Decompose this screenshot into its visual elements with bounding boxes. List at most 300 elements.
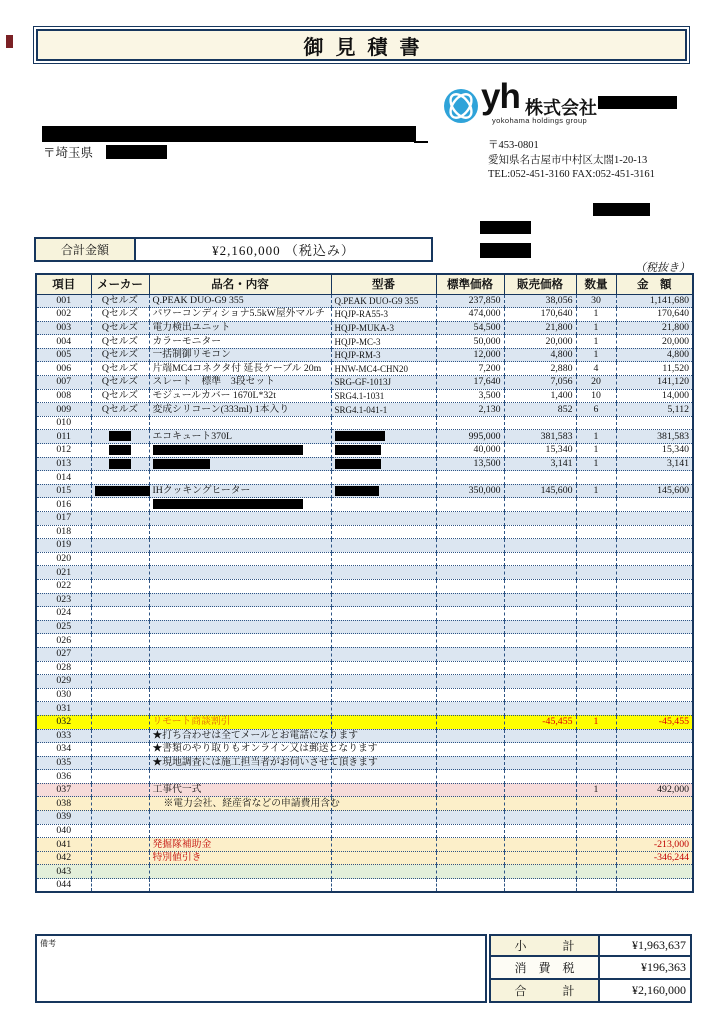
table-row-008: [36, 389, 693, 403]
cell-sale_price: [504, 783, 576, 797]
cell-name: IHクッキングヒーター: [149, 484, 331, 498]
table-row-033: [36, 729, 693, 743]
cell-std_price: 474,000: [436, 308, 504, 322]
cell-maker: [91, 879, 149, 893]
cell-model: SRG4.1-041-1: [331, 403, 436, 417]
cell-amount: [616, 552, 693, 566]
cell-std_price: [436, 512, 504, 526]
cell-std_price: [436, 811, 504, 825]
table-row-023: [36, 593, 693, 607]
table-row-039: [36, 811, 693, 825]
cell-model: SRG-GF-1013J: [331, 376, 436, 390]
cell-no: 011: [36, 430, 91, 444]
cell-amount: [616, 566, 693, 580]
cell-model: [331, 851, 436, 865]
table-row-025: [36, 620, 693, 634]
table-row-038: [36, 797, 693, 811]
cell-std_price: [436, 552, 504, 566]
customer-address-redaction: [106, 145, 167, 159]
cell-maker: [91, 512, 149, 526]
cell-maker: [91, 539, 149, 553]
cell-qty: [576, 756, 616, 770]
cell-model: [331, 783, 436, 797]
cell-std_price: [436, 607, 504, 621]
cell-no: 002: [36, 308, 91, 322]
cell-name: 工事代一式: [149, 783, 331, 797]
cell-sale_price: [504, 824, 576, 838]
cell-amount: 4,800: [616, 348, 693, 362]
cell-qty: [576, 416, 616, 430]
redaction-block-1: [593, 203, 650, 216]
cell-std_price: [436, 783, 504, 797]
cell-no: 018: [36, 525, 91, 539]
cell-std_price: [436, 675, 504, 689]
cell-maker: [91, 593, 149, 607]
cell-amount: 21,800: [616, 321, 693, 335]
cell-maker: [91, 797, 149, 811]
cell-model: [331, 879, 436, 893]
cell-model: HNW-MC4-CHN20: [331, 362, 436, 376]
table-row-017: [36, 512, 693, 526]
cell-sale_price: [504, 661, 576, 675]
table-row-043: [36, 865, 693, 879]
cell-model: HQJP-MC-3: [331, 335, 436, 349]
cell-no: 010: [36, 416, 91, 430]
cell-sale_price: [504, 634, 576, 648]
redaction-block-3: [480, 243, 531, 258]
table-row-020: [36, 552, 693, 566]
tax-exclusive-note: （税抜き）: [635, 262, 690, 274]
cell-amount: 11,520: [616, 362, 693, 376]
cell-std_price: [436, 824, 504, 838]
cell-std_price: [436, 471, 504, 485]
table-row-026: [36, 634, 693, 648]
grandtotal-label: 合 計: [491, 980, 600, 1001]
cell-maker: Qセルズ: [91, 403, 149, 417]
cell-name: [149, 579, 331, 593]
cell-std_price: [436, 743, 504, 757]
cell-name: [149, 620, 331, 634]
cell-qty: [576, 811, 616, 825]
page-title: 御見積書: [36, 29, 687, 61]
cell-maker: [91, 783, 149, 797]
cell-no: 006: [36, 362, 91, 376]
cell-sale_price: [504, 539, 576, 553]
cell-qty: 1: [576, 335, 616, 349]
cell-sale_price: [504, 702, 576, 716]
cell-maker: [91, 471, 149, 485]
cell-qty: [576, 851, 616, 865]
cell-model: [331, 512, 436, 526]
cell-std_price: 40,000: [436, 444, 504, 458]
cell-model: Q.PEAK DUO-G9 355: [331, 294, 436, 308]
cell-sale_price: 7,056: [504, 376, 576, 390]
cell-model: [331, 444, 436, 458]
cell-qty: [576, 865, 616, 879]
cell-no: 034: [36, 743, 91, 757]
cell-maker: [91, 607, 149, 621]
cell-sale_price: -45,455: [504, 715, 576, 729]
cell-redaction: [109, 431, 131, 441]
cell-amount: [616, 498, 693, 512]
customer-prefecture: 〒埼玉県: [43, 146, 94, 160]
cell-no: 027: [36, 647, 91, 661]
cell-name: ★書類のやり取りもオンライン又は郵送となります: [149, 743, 331, 757]
cell-maker: [91, 444, 149, 458]
cell-amount: [616, 688, 693, 702]
cell-qty: [576, 824, 616, 838]
cell-maker: [91, 838, 149, 852]
cell-sale_price: 170,640: [504, 308, 576, 322]
cell-model: HQJP-RM-3: [331, 348, 436, 362]
cell-amount: [616, 471, 693, 485]
cell-amount: [616, 879, 693, 893]
cell-qty: [576, 579, 616, 593]
cell-maker: [91, 865, 149, 879]
grandtotal-row: [489, 978, 692, 1003]
cell-no: 022: [36, 579, 91, 593]
table-row-034: [36, 743, 693, 757]
cell-qty: [576, 566, 616, 580]
cell-sale_price: 15,340: [504, 444, 576, 458]
cell-sale_price: [504, 552, 576, 566]
cell-amount: [616, 756, 693, 770]
cell-amount: [616, 525, 693, 539]
cell-amount: [616, 607, 693, 621]
cell-sale_price: [504, 743, 576, 757]
cell-std_price: 995,000: [436, 430, 504, 444]
cell-sale_price: [504, 607, 576, 621]
cell-name: [149, 498, 331, 512]
cell-model: HQJP-MUKA-3: [331, 321, 436, 335]
cell-name: パワーコンディショナ5.5kW屋外マルチ: [149, 308, 331, 322]
cell-name: リモート商談割引: [149, 715, 331, 729]
table-row-006: [36, 362, 693, 376]
cell-sale_price: 21,800: [504, 321, 576, 335]
cell-model: [331, 457, 436, 471]
cell-sale_price: 1,400: [504, 389, 576, 403]
cell-qty: [576, 647, 616, 661]
cell-name: ★現地調査には施工担当者がお伺いさせて頂きます: [149, 756, 331, 770]
cell-name: ※電力会社、経産省などの申請費用含む: [149, 797, 331, 811]
cell-name: [149, 865, 331, 879]
cell-amount: 145,600: [616, 484, 693, 498]
table-row-028: [36, 661, 693, 675]
cell-std_price: 350,000: [436, 484, 504, 498]
cell-model: [331, 838, 436, 852]
table-row-011: [36, 430, 693, 444]
cell-name: スレート 標準 3段セット: [149, 376, 331, 390]
sender-address-block: [488, 139, 655, 183]
table-row-021: [36, 566, 693, 580]
cell-name: 発掘隊補助金: [149, 838, 331, 852]
cell-model: [331, 715, 436, 729]
cell-maker: [91, 457, 149, 471]
cell-qty: [576, 525, 616, 539]
cell-redaction: [109, 459, 131, 469]
cell-amount: 14,000: [616, 389, 693, 403]
tax-row: [489, 955, 692, 980]
redaction-block-2: [480, 221, 531, 234]
cell-model: [331, 811, 436, 825]
cell-maker: [91, 675, 149, 689]
cell-qty: [576, 539, 616, 553]
cell-amount: [616, 620, 693, 634]
cell-no: 044: [36, 879, 91, 893]
cell-no: 028: [36, 661, 91, 675]
cell-amount: [616, 675, 693, 689]
cell-no: 030: [36, 688, 91, 702]
cell-name: [149, 879, 331, 893]
cell-no: 009: [36, 403, 91, 417]
cell-sale_price: [504, 498, 576, 512]
customer-underline: [414, 141, 428, 143]
cell-maker: [91, 729, 149, 743]
subtotal-value: ¥1,963,637: [600, 936, 690, 955]
cell-std_price: [436, 539, 504, 553]
cell-std_price: [436, 838, 504, 852]
cell-name: [149, 675, 331, 689]
cell-name: [149, 824, 331, 838]
cell-std_price: 7,200: [436, 362, 504, 376]
cell-name: [149, 688, 331, 702]
table-row-032: [36, 715, 693, 729]
cell-qty: 1: [576, 783, 616, 797]
cell-name: [149, 471, 331, 485]
cell-std_price: [436, 634, 504, 648]
cell-maker: [91, 498, 149, 512]
cell-name: [149, 566, 331, 580]
table-row-041: [36, 838, 693, 852]
column-header: 数量: [576, 274, 616, 294]
cell-sale_price: [504, 770, 576, 784]
cell-name: [149, 647, 331, 661]
cell-sale_price: [504, 525, 576, 539]
cell-no: 043: [36, 865, 91, 879]
cell-no: 035: [36, 756, 91, 770]
cell-sale_price: [504, 675, 576, 689]
sender-telfax: TEL:052-451-3160 FAX:052-451-3161: [488, 169, 655, 180]
cell-name: [149, 457, 331, 471]
cell-model: [331, 824, 436, 838]
cell-no: 020: [36, 552, 91, 566]
cell-model: [331, 430, 436, 444]
cell-qty: [576, 498, 616, 512]
table-row-029: [36, 675, 693, 689]
cell-redaction: [95, 486, 150, 496]
cell-qty: [576, 593, 616, 607]
table-row-022: [36, 579, 693, 593]
company-logo-icon: [443, 88, 479, 129]
cell-sale_price: [504, 620, 576, 634]
cell-amount: [616, 770, 693, 784]
cell-sale_price: 4,800: [504, 348, 576, 362]
cell-name: [149, 444, 331, 458]
cell-no: 013: [36, 457, 91, 471]
cell-model: [331, 566, 436, 580]
cell-amount: 1,141,680: [616, 294, 693, 308]
total-amount-value: ¥2,160,000 （税込み）: [212, 243, 355, 258]
cell-sale_price: 852: [504, 403, 576, 417]
cell-sale_price: [504, 879, 576, 893]
cell-name: エコキュート370L: [149, 430, 331, 444]
cell-redaction: [153, 445, 303, 455]
cell-sale_price: [504, 729, 576, 743]
table-row-036: [36, 770, 693, 784]
table-row-044: [36, 879, 693, 893]
cell-no: 025: [36, 620, 91, 634]
cell-maker: Qセルズ: [91, 294, 149, 308]
cell-amount: 5,112: [616, 403, 693, 417]
cell-redaction: [335, 445, 381, 455]
cell-sale_price: 381,583: [504, 430, 576, 444]
sender-postal: 〒453-0801: [488, 140, 539, 151]
tax-value: ¥196,363: [600, 957, 690, 978]
cell-std_price: 13,500: [436, 457, 504, 471]
cell-std_price: [436, 797, 504, 811]
cell-model: [331, 661, 436, 675]
cell-amount: 492,000: [616, 783, 693, 797]
cell-std_price: [436, 498, 504, 512]
cell-name: 片端MC4コネクタ付 延長ケーブル 20m: [149, 362, 331, 376]
cell-model: [331, 498, 436, 512]
cell-name: [149, 416, 331, 430]
cell-name: [149, 607, 331, 621]
cell-amount: [616, 661, 693, 675]
cell-no: 026: [36, 634, 91, 648]
cell-model: [331, 634, 436, 648]
cell-qty: 1: [576, 348, 616, 362]
cell-amount: [616, 865, 693, 879]
cell-sale_price: [504, 647, 576, 661]
cell-model: [331, 607, 436, 621]
cell-no: 032: [36, 715, 91, 729]
table-row-010: [36, 416, 693, 430]
cell-qty: [576, 879, 616, 893]
cell-amount: [616, 647, 693, 661]
cell-qty: 4: [576, 362, 616, 376]
cell-qty: 1: [576, 444, 616, 458]
cell-std_price: 3,500: [436, 389, 504, 403]
cell-qty: [576, 688, 616, 702]
cell-model: SRG4.1-1031: [331, 389, 436, 403]
cell-qty: [576, 702, 616, 716]
cell-name: 電力検出ユニット: [149, 321, 331, 335]
column-header: 型番: [331, 274, 436, 294]
cell-amount: 141,120: [616, 376, 693, 390]
cell-std_price: [436, 729, 504, 743]
table-row-012: [36, 444, 693, 458]
cell-sale_price: [504, 579, 576, 593]
cell-maker: [91, 743, 149, 757]
cell-no: 004: [36, 335, 91, 349]
cell-no: 041: [36, 838, 91, 852]
cell-amount: [616, 634, 693, 648]
cell-model: [331, 702, 436, 716]
cell-maker: [91, 715, 149, 729]
cell-model: [331, 539, 436, 553]
cell-model: [331, 675, 436, 689]
cell-model: [331, 416, 436, 430]
cell-sale_price: [504, 512, 576, 526]
cell-std_price: [436, 851, 504, 865]
cell-name: [149, 552, 331, 566]
table-row-037: [36, 783, 693, 797]
cell-qty: [576, 797, 616, 811]
cell-no: 033: [36, 729, 91, 743]
subtotal-row: [489, 934, 692, 957]
cell-no: 037: [36, 783, 91, 797]
cell-name: [149, 539, 331, 553]
cell-qty: [576, 770, 616, 784]
cell-std_price: [436, 715, 504, 729]
cell-std_price: [436, 661, 504, 675]
cell-amount: [616, 539, 693, 553]
cell-name: [149, 634, 331, 648]
cell-name: [149, 512, 331, 526]
cell-name: 特別値引き: [149, 851, 331, 865]
cell-model: [331, 865, 436, 879]
cell-name: [149, 525, 331, 539]
cell-amount: [616, 416, 693, 430]
table-row-005: [36, 348, 693, 362]
table-row-019: [36, 539, 693, 553]
cell-amount: -45,455: [616, 715, 693, 729]
cell-name: [149, 811, 331, 825]
cell-no: 014: [36, 471, 91, 485]
table-header-row: [36, 274, 693, 294]
cell-std_price: [436, 647, 504, 661]
cell-no: 001: [36, 294, 91, 308]
cell-qty: 1: [576, 457, 616, 471]
cell-qty: [576, 620, 616, 634]
cell-maker: Qセルズ: [91, 389, 149, 403]
cell-model: HQJP-RA55-3: [331, 308, 436, 322]
cell-amount: [616, 729, 693, 743]
column-header: 金 額: [616, 274, 693, 294]
cell-redaction: [335, 459, 381, 469]
cell-std_price: [436, 702, 504, 716]
company-logo-text: yh: [481, 77, 520, 116]
cell-qty: 10: [576, 389, 616, 403]
cell-no: 040: [36, 824, 91, 838]
cell-no: 023: [36, 593, 91, 607]
cell-amount: [616, 811, 693, 825]
footer-section: [35, 934, 692, 1003]
column-header: 標準価格: [436, 274, 504, 294]
cell-sale_price: [504, 471, 576, 485]
cell-maker: Qセルズ: [91, 348, 149, 362]
title-box: [33, 26, 690, 64]
table-row-015: [36, 484, 693, 498]
cell-model: [331, 797, 436, 811]
cell-name: [149, 661, 331, 675]
cell-model: [331, 770, 436, 784]
cell-maker: [91, 579, 149, 593]
cell-amount: [616, 743, 693, 757]
cell-no: 029: [36, 675, 91, 689]
cell-qty: 30: [576, 294, 616, 308]
cell-redaction: [109, 445, 131, 455]
cell-maker: [91, 634, 149, 648]
cell-amount: -213,000: [616, 838, 693, 852]
cell-sale_price: 38,056: [504, 294, 576, 308]
cell-maker: [91, 484, 149, 498]
table-row-040: [36, 824, 693, 838]
cell-std_price: 12,000: [436, 348, 504, 362]
cell-std_price: [436, 525, 504, 539]
table-row-042: [36, 851, 693, 865]
